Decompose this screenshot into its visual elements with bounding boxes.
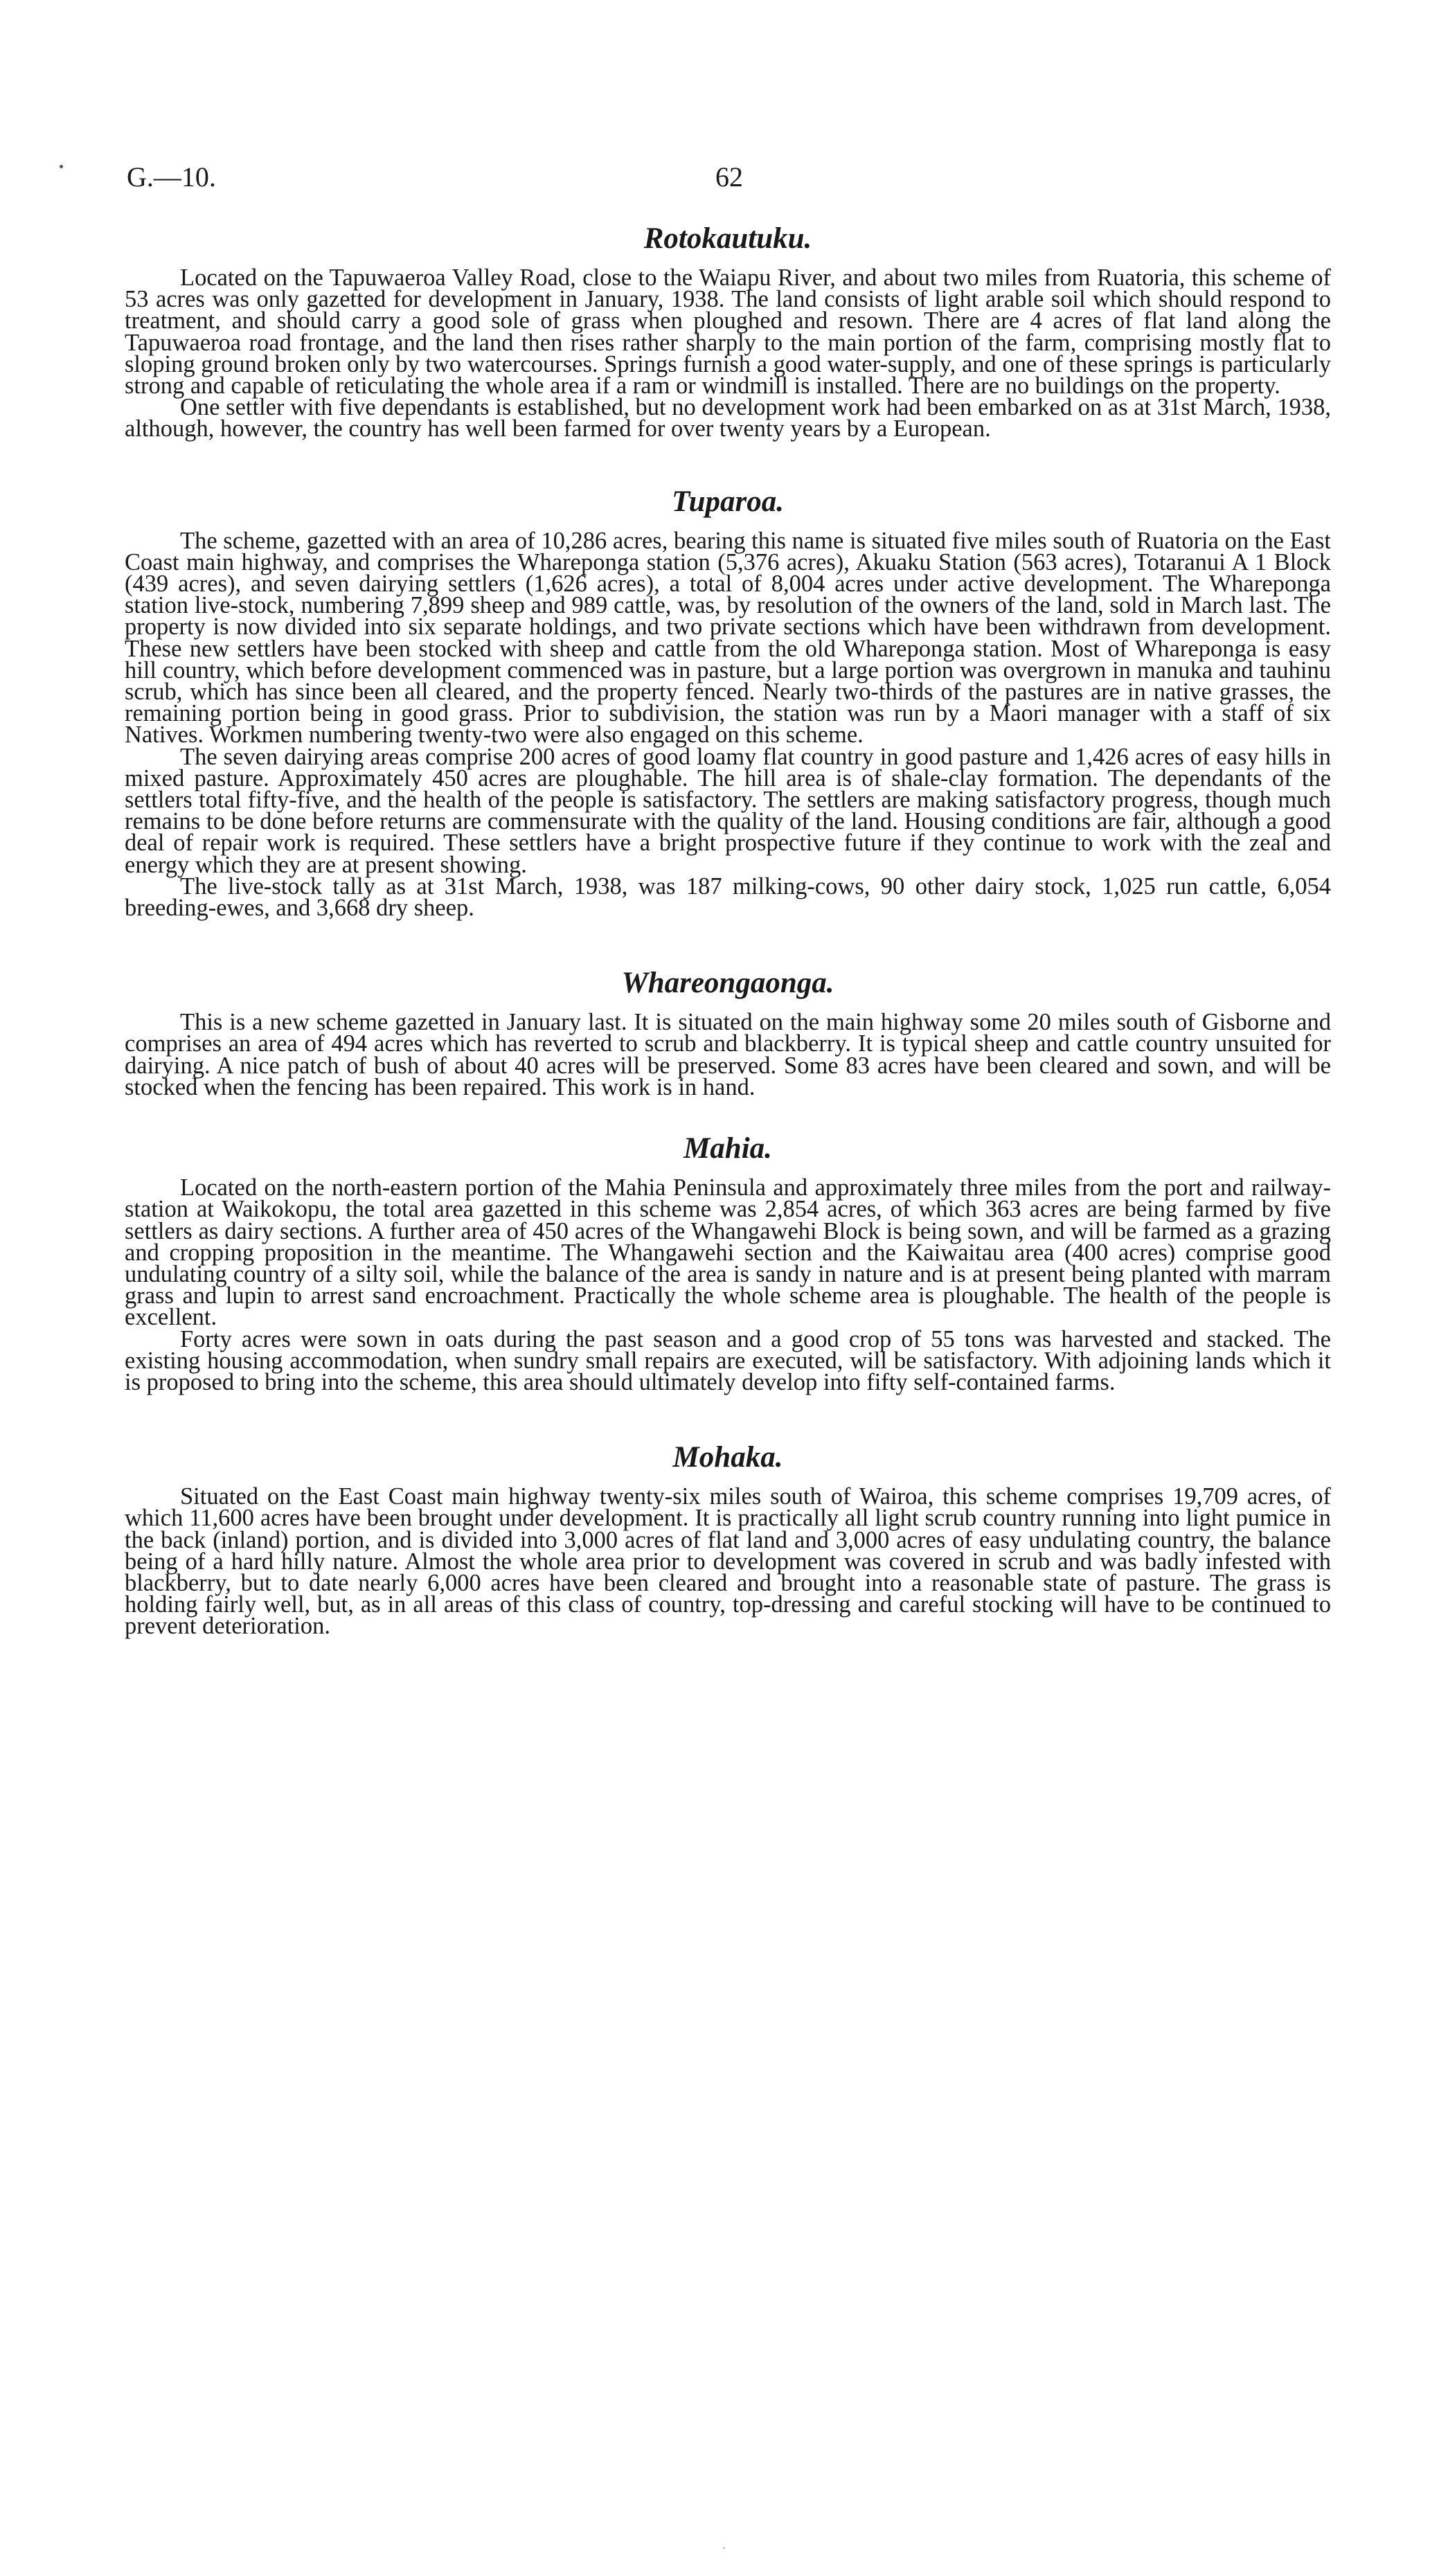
paragraph: Situated on the East Coast main highway twenty-six miles south of Wairoa, this scheme comprises 19,709 acres, of which 11,600 acres have been brought under development. It is practically all light scrub country running into light pumice in the back (inland) portion, and is divided into 3,000 acres of flat land and 3,000 acres of easy undulating country, the balance being of a hard hilly nature. Almost the whole area prior to development was covered in scrub and was badly infested with blackberry, but to date nearly 6,000 acres have been cleared and brought into a reasonable state of pasture. The grass is holding fairly well, but, as in all areas of this class of country, top-dressing and careful stocking will have to be continued to prevent deterioration.	[125, 1483, 1331, 1640]
section-spacer	[125, 919, 1331, 965]
paragraph: Forty acres were sown in oats during the past season and a good crop of 55 tons was harvested and stacked. The existing housing accommodation, when sundry small repairs are executed, will be satisfactory. With adjoining lands which it is proposed to bring into the scheme, this area should ultimately develop into fifty self-contained farms.	[125, 1325, 1331, 1395]
section-spacer	[125, 1393, 1331, 1439]
page-header	[127, 156, 1332, 198]
section-mohaka	[125, 1439, 1331, 1640]
page-number: 62	[715, 161, 743, 193]
paragraph: Located on the Tapuwaeroa Valley Road, close to the Waiapu River, and about two miles from Ruatoria, this scheme of 53 acres was only gazetted for development in January, 1938. The land consists of light arable soil which should respond to treatment, and should carry a good sole of grass when ploughed and resown. There are 4 acres of flat land along the Tapuwaeroa road frontage, and the land then rises rather sharply to the main portion of the farm, comprising mostly flat to sloping ground broken only by two watercourses. Springs furnish a good water-supply, and one of these springs is particularly strong and capable of reticulating the whole area if a ram or windmill is installed. There are no buildings on the property.	[125, 265, 1331, 400]
paragraph: Located on the north-eastern portion of the Mahia Peninsula and approximately three miles from the port and railway-station at Waikokopu, the total area gazetted in this scheme was 2,854 acres, of which 363 acres are being farmed by five settlers as dairy sections. A further area of 450 acres of the Whangawehi Block is being sown, and will be farmed as a grazing and cropping proposition in the meantime. The Whangawehi section and the Kaiwaitau area (400 acres) comprise good undulating country of a silty soil, while the balance of the area is sandy in nature and is at present being planted with marram grass and lupin to arrest sand encroachment. Practically the whole scheme area is ploughable. The health of the people is excellent.	[125, 1174, 1331, 1331]
section-heading: Rotokautuku.	[643, 222, 812, 255]
paragraph: The live-stock tally as at 31st March, 1938, was 187 milking-cows, 90 other dairy stock, 1,025 run cattle, 6,054 breeding-ewes, and 3,668 dry sheep.	[125, 873, 1331, 922]
paragraph: The seven dairying areas comprise 200 acres of good loamy flat country in good pasture and 1,426 acres of easy hills in mixed pasture. Approximately 450 acres are ploughable. The hill area is of shale-clay formation. The dependants of the settlers total fifty-five, and the health of the people is satisfactory. The settlers are making satisfactory progress, though much remains to be done before returns are commensurate with the quality of the land. Housing conditions are fair, although a good deal of repair work is required. These settlers have a bright prospective future if they continue to work with the zeal and energy which they are at present showing.	[125, 743, 1331, 878]
section-spacer	[125, 440, 1331, 483]
page-body	[125, 220, 1331, 1638]
section-rotokautuku	[125, 220, 1331, 440]
section-heading: Mahia.	[683, 1132, 772, 1165]
section-spacer	[125, 1098, 1331, 1130]
section-heading: Mohaka.	[672, 1441, 783, 1474]
page-mark	[723, 2547, 725, 2549]
paragraph: One settler with five dependants is established, but no development work had been embarked on as at 31st March, 1938, although, however, the country has well been farmed for over twenty years by a European.	[125, 394, 1331, 442]
paragraph: The scheme, gazetted with an area of 10,286 acres, bearing this name is situated five miles south of Ruatoria on the East Coast main highway, and comprises the Whareponga station (5,376 acres), Akuaku Station (563 acres), Totaranui A 1 Block (439 acres), and seven dairying settlers (1,626 acres), a total of 8,004 acres under active development. The Whareponga station live-stock, numbering 7,899 sheep and 989 cattle, was, by resolution of the owners of the land, sold in March last. The property is now divided into six separate holdings, and two private sections which have been withdrawn from development. These new settlers have been stocked with sheep and cattle from the old Whareponga station. Most of Whareponga is easy hill country, which before development commenced was in pasture, but a large portion was overgrown in manuka and tauhinu scrub, which has since been all cleared, and the property fenced. Nearly two-thirds of the pastures are in native grasses, the remaining portion being in good grass. Prior to subdivision, the station was run by a Maori manager with a staff of six Natives. Workmen numbering twenty-two were also engaged on this scheme.	[125, 527, 1331, 749]
section-whareongaonga	[125, 965, 1331, 1098]
margin-dot	[60, 165, 63, 168]
section-heading: Tuparoa.	[671, 485, 785, 518]
section-heading: Whareongaonga.	[621, 967, 834, 1000]
section-mahia	[125, 1130, 1331, 1393]
document-reference: G.—10.	[127, 161, 216, 193]
paragraph: This is a new scheme gazetted in January last. It is situated on the main highway some 20 miles south of Gisborne and comprises an area of 494 acres which has reverted to scrub and blackberry. It is typical sheep and cattle country unsuited for dairying. A nice patch of bush of about 40 acres will be preserved. Some 83 acres have been cleared and sown, and will be stocked when the fencing has been repaired. This work is in hand.	[125, 1009, 1331, 1100]
section-tuparoa	[125, 483, 1331, 920]
